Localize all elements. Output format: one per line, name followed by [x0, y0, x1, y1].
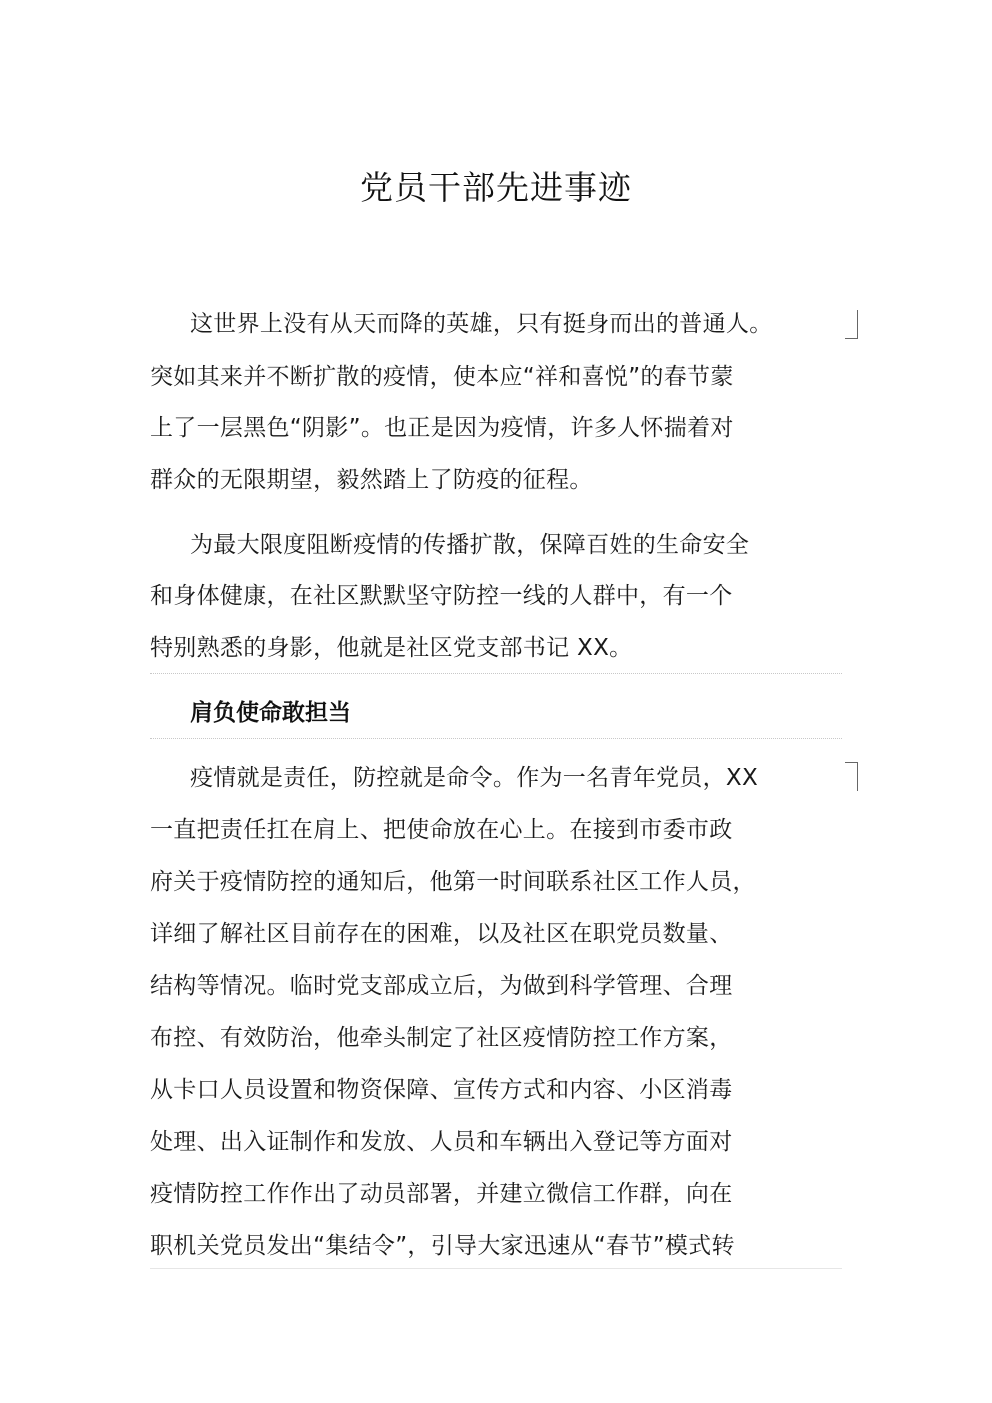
paragraph-line: 上了一层黑色“阴影”。也正是因为疫情，许多人怀揣着对	[150, 415, 734, 441]
paragraph-line: 特别熟悉的身影，他就是社区党支部书记 XX。	[150, 635, 633, 661]
paragraph-line: 处理、出入证制作和发放、人员和车辆出入登记等方面对	[150, 1129, 733, 1155]
paragraph-line: 疫情防控工作作出了动员部署，并建立微信工作群，向在	[150, 1181, 733, 1207]
paragraph-line: 从卡口人员设置和物资保障、宣传方式和内容、小区消毒	[150, 1077, 733, 1103]
paragraph-line: 疫情就是责任，防控就是命令。作为一名青年党员，XX	[190, 765, 759, 791]
paragraph-line: 一直把责任扛在肩上、把使命放在心上。在接到市委市政	[150, 817, 733, 843]
paragraph-line: 布控、有效防治，他牵头制定了社区疫情防控工作方案，	[150, 1025, 733, 1051]
paragraph-line: 结构等情况。临时党支部成立后，为做到科学管理、合理	[150, 973, 733, 999]
section-divider	[150, 738, 842, 739]
paragraph-line: 突如其来并不断扩散的疫情，使本应“祥和喜悦”的春节蒙	[150, 364, 734, 390]
paragraph-line: 职机关党员发出“集结令”，引导大家迅速从“春节”模式转	[150, 1233, 735, 1259]
paragraph-line: 群众的无限期望，毅然踏上了防疫的征程。	[150, 467, 593, 493]
margin-mark	[845, 762, 858, 791]
document-title: 党员干部先进事迹	[360, 168, 632, 207]
paragraph-line: 和身体健康，在社区默默坚守防控一线的人群中，有一个	[150, 583, 733, 609]
section-heading: 肩负使命敢担当	[190, 700, 351, 726]
margin-mark	[845, 310, 858, 339]
page-bottom-rule	[150, 1268, 842, 1269]
paragraph-line: 府关于疫情防控的通知后，他第一时间联系社区工作人员，	[150, 869, 756, 895]
section-divider	[150, 673, 842, 674]
paragraph-line: 这世界上没有从天而降的英雄，只有挺身而出的普通人。	[190, 311, 773, 337]
paragraph-line: 详细了解社区目前存在的困难，以及社区在职党员数量、	[150, 921, 733, 947]
paragraph-line: 为最大限度阻断疫情的传播扩散，保障百姓的生命安全	[190, 532, 750, 558]
